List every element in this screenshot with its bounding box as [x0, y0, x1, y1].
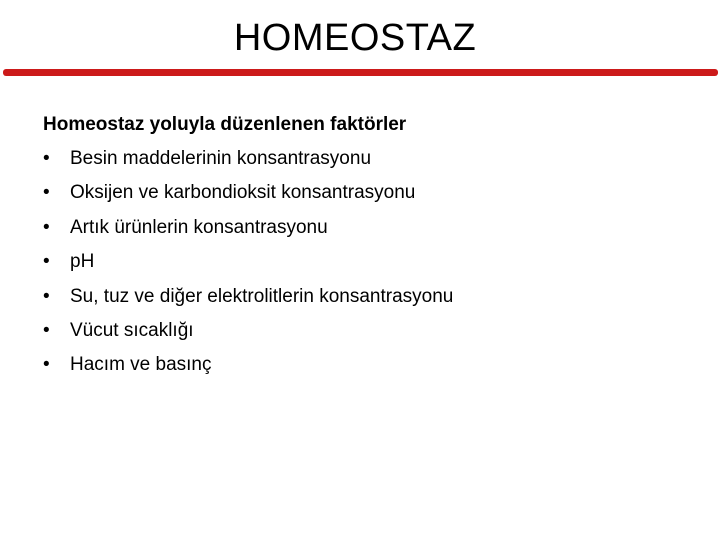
bullet-text: Oksijen ve karbondioksit konsantrasyonu: [70, 182, 416, 204]
bullet-icon: •: [43, 216, 50, 238]
bullet-item-ph: [43, 249, 703, 275]
bullet-item-oxygen-co2: [43, 180, 703, 206]
bullet-item-volume-pressure: [43, 352, 703, 378]
title-divider: [3, 69, 718, 76]
bullet-icon: •: [43, 285, 50, 307]
bullet-text: Besin maddelerinin konsantrasyonu: [70, 148, 372, 169]
bullet-icon: •: [43, 251, 50, 273]
bullet-item-electrolytes: [43, 284, 703, 310]
section-heading: Homeostaz yoluyla düzenlenen faktörler: [43, 114, 407, 135]
bullet-icon: •: [43, 354, 50, 376]
bullet-icon: •: [43, 148, 50, 169]
bullet-item-nutrients: [43, 146, 703, 172]
slide-title: HOMEOSTAZ: [233, 17, 477, 59]
bullet-icon: •: [43, 182, 50, 204]
bullet-item-body-temperature: [43, 318, 703, 344]
bullet-item-waste-products: [43, 215, 703, 241]
bullet-icon: •: [43, 319, 50, 341]
bullet-text: Artık ürünlerin konsantrasyonu: [70, 216, 328, 238]
bullet-text: pH: [70, 251, 95, 273]
bullet-text: Vücut sıcaklığı: [70, 319, 194, 341]
bullet-text: Hacım ve basınç: [70, 354, 212, 376]
slide-content: [43, 112, 703, 387]
bullet-text: Su, tuz ve diğer elektrolitlerin konsantrasyonu: [70, 285, 454, 307]
bullet-list: [43, 146, 703, 378]
